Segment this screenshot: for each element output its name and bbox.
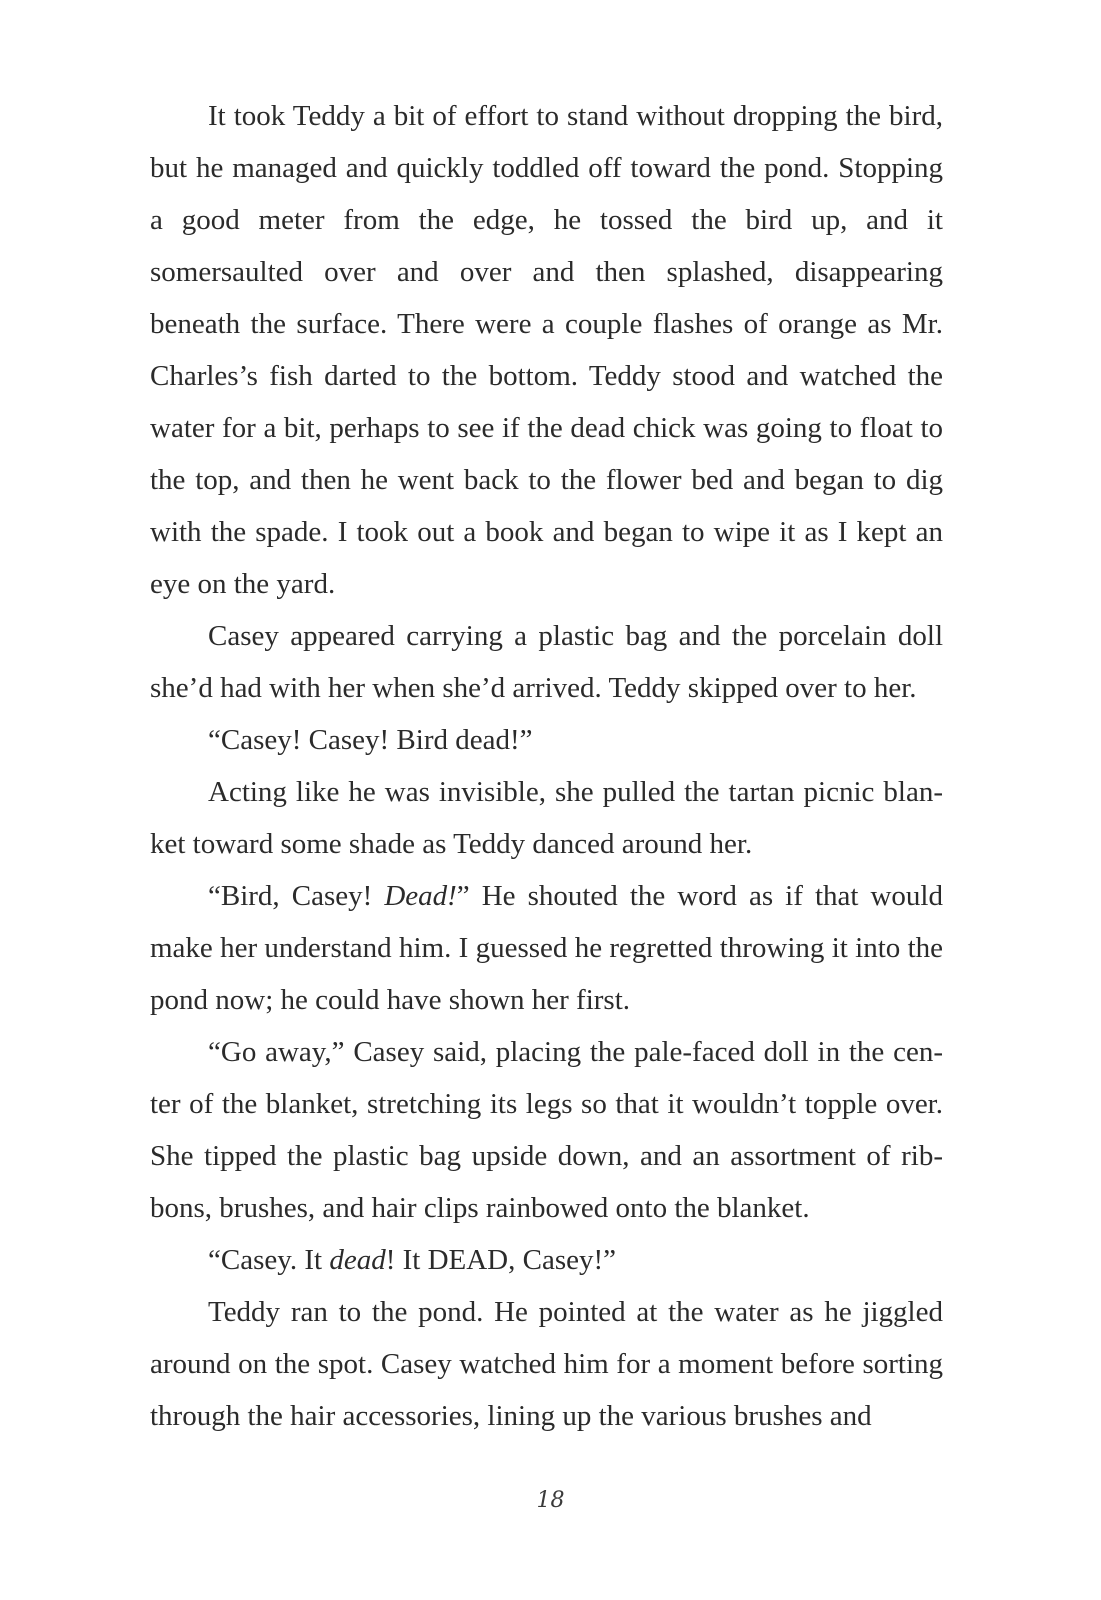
- paragraph-7-text-b: ! It DEAD, Casey!”: [385, 1244, 617, 1276]
- paragraph-1-text: It took Teddy a bit of effort to stand without dropping the bird, but he managed and quickly toddled off toward the pond. Stopping a good meter from the edge, he tossed the bird up, and it somersaulted over and over and then splashed, disappearing beneath the surface. There were a couple flashes of orange as Mr. Charles’s fish darted to the bottom. Teddy stood and watched the water for a bit, perhaps to see if the dead chick was going to float to the top, and then he went back to the flower bed and began to dig with the spade. I took out a book and began to wipe it as I kept an eye on the yard.: [150, 100, 943, 600]
- page-number: 18: [536, 1488, 565, 1513]
- paragraph-3: [150, 714, 943, 766]
- paragraph-1: [150, 90, 943, 610]
- paragraph-3-text: “Casey! Casey! Bird dead!”: [208, 724, 533, 756]
- paragraph-5-emphasis: Dead!: [384, 880, 457, 912]
- paragraph-8-text: Teddy ran to the pond. He pointed at the water as he jiggled around on the spot. Casey watched him for a moment before sorting through the hair accessories, lining up the various brushes and: [150, 1296, 943, 1432]
- paragraph-8: [150, 1286, 943, 1442]
- page-body: [150, 90, 943, 1442]
- paragraph-2-text: Casey appeared carrying a plastic bag and the porcelain doll she’d had with her when she’d arrived. Teddy skipped over to her.: [150, 620, 943, 704]
- paragraph-7-emphasis: dead: [329, 1244, 386, 1276]
- paragraph-2: [150, 610, 943, 714]
- paragraph-5: [150, 870, 943, 1026]
- paragraph-5-text-b: ” He shouted the word as if that would make her understand him. I guessed he regretted throwing it into the pond now; he could have shown her first.: [150, 880, 943, 1016]
- paragraph-5-text-a: “Bird, Casey!: [208, 880, 385, 912]
- paragraph-4: [150, 766, 943, 870]
- paragraph-7-text-a: “Casey. It: [208, 1244, 330, 1276]
- paragraph-7: [150, 1234, 943, 1286]
- paragraph-4-text: Acting like he was invisible, she pulled the tartan picnic blanket toward some shade as Teddy danced around her.: [150, 776, 943, 860]
- paragraph-6-text: “Go away,” Casey said, placing the pale-faced doll in the center of the blanket, stretching its legs so that it wouldn’t topple over. She tipped the plastic bag upside down, and an assortment of ribbons, brushes, and hair clips rainbowed onto the blanket.: [150, 1036, 943, 1224]
- paragraph-6: [150, 1026, 943, 1234]
